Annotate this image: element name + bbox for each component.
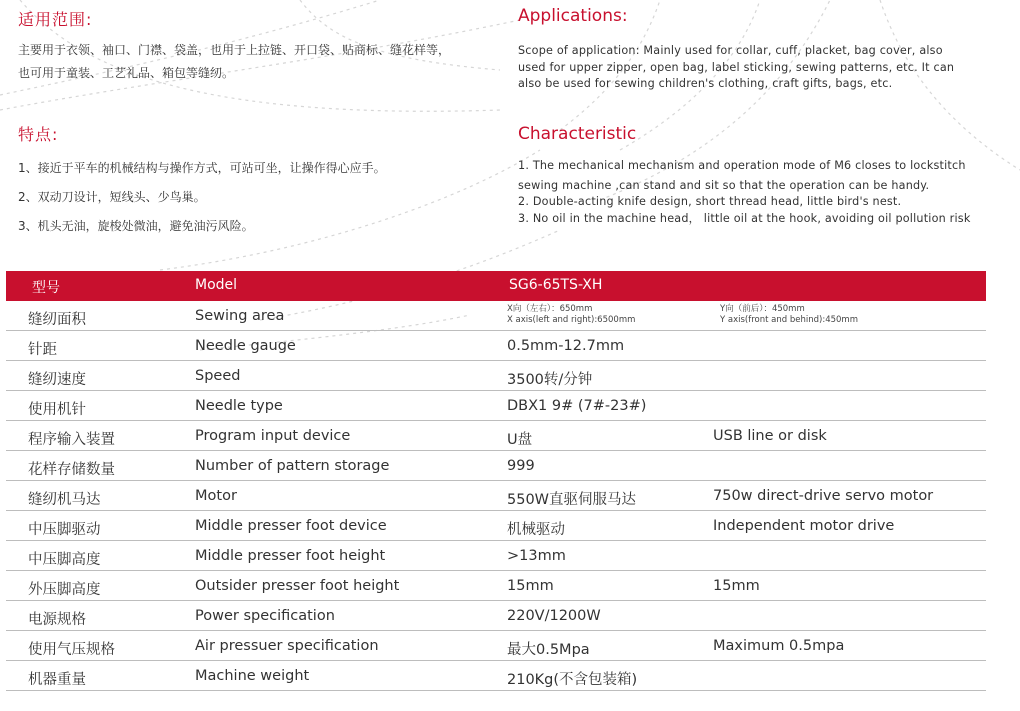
row-label-en: Outsider presser foot height	[195, 578, 400, 594]
applications-line: 也可用于童装、工艺礼品、箱包等缝纫。	[18, 66, 235, 80]
table-row	[6, 571, 986, 601]
sewing-area-x	[507, 304, 635, 326]
row-value: 15mm	[507, 578, 554, 594]
table-row	[6, 511, 986, 541]
row-value: >13mm	[507, 548, 566, 564]
row-label-cn: 缝纫面积	[28, 312, 86, 328]
feature-item: 2、双动刀设计，短线头、少鸟巢。	[18, 190, 206, 204]
row-label-cn: 缝纫机马达	[28, 492, 101, 508]
table-row	[6, 481, 986, 511]
row-label-cn: 机器重量	[28, 672, 86, 688]
table-row	[6, 661, 986, 691]
feature-item: 3. No oil in the machine head， little oil at the hook, avoiding oil pollution risk	[518, 211, 971, 225]
row-label-cn: 程序输入装置	[28, 432, 115, 448]
row-label-en: Sewing area	[195, 308, 285, 324]
table-row	[6, 541, 986, 571]
header-model-value: SG6-65TS-XH	[509, 277, 603, 293]
characteristic-list-en	[518, 158, 971, 227]
table-row	[6, 361, 986, 391]
table-row	[6, 331, 986, 361]
applications-title-cn: 适用范围:	[18, 10, 93, 29]
features-list-cn	[18, 154, 386, 241]
applications-text-en	[518, 43, 954, 93]
sewing-area-y	[720, 304, 858, 326]
row-value: 0.5mm-12.7mm	[507, 338, 625, 354]
row-label-en: Needle type	[195, 398, 283, 414]
sewing-area-x-en: X axis(left and right):6500mm	[507, 315, 636, 325]
row-label-en: Motor	[195, 488, 237, 504]
row-value-en: 750w direct-drive servo motor	[713, 488, 934, 504]
row-value: U盘	[507, 432, 533, 448]
features-title-cn: 特点:	[18, 125, 59, 144]
row-value-en: Maximum 0.5mpa	[713, 638, 845, 654]
row-label-cn: 缝纫速度	[28, 372, 86, 388]
sewing-area-y-en: Y axis(front and behind):450mm	[720, 315, 858, 325]
applications-text-cn	[18, 39, 450, 85]
row-label-en: Needle gauge	[195, 338, 296, 354]
spec-rows	[6, 331, 986, 691]
row-value-en: USB line or disk	[713, 428, 827, 444]
spec-table-header	[6, 271, 986, 301]
row-value-en: 15mm	[713, 578, 760, 594]
row-value: 999	[507, 458, 535, 474]
row-label-cn: 电源规格	[28, 612, 86, 628]
row-value: 220V/1200W	[507, 608, 601, 624]
row-value: 210Kg(不含包装箱)	[507, 672, 638, 688]
applications-line: used for upper zipper, open bag, label sticking, sewing patterns, etc. It can	[518, 60, 955, 74]
row-label-en: Air pressuer specification	[195, 638, 379, 654]
row-value: DBX1 9# (7#-23#)	[507, 398, 647, 414]
row-value: 机械驱动	[507, 522, 565, 538]
row-label-cn: 使用气压规格	[28, 642, 115, 658]
row-label-cn: 使用机针	[28, 402, 86, 418]
row-label-cn: 中压脚驱动	[28, 522, 101, 538]
row-label-cn: 针距	[28, 342, 57, 358]
table-row	[6, 301, 986, 331]
row-label-en: Power specification	[195, 608, 335, 624]
feature-item: sewing machine ,can stand and sit so that the operation can be handy.	[518, 178, 930, 192]
row-label-en: Middle presser foot device	[195, 518, 387, 534]
row-label-cn: 外压脚高度	[28, 582, 101, 598]
row-label-en: Program input device	[195, 428, 351, 444]
characteristic-title-en: Characteristic	[518, 124, 637, 144]
applications-line: also be used for sewing children's clothing, craft gifts, bags, etc.	[518, 77, 893, 90]
sewing-area-x-cn: X向（左右）：650mm	[507, 304, 593, 314]
feature-item: 1. The mechanical mechanism and operation mode of M6 closes to lockstitch	[518, 159, 966, 172]
row-label-cn: 中压脚高度	[28, 552, 101, 568]
row-label-en: Machine weight	[195, 668, 310, 684]
row-label-en: Speed	[195, 368, 241, 384]
table-row	[6, 451, 986, 481]
applications-line: 主要用于衣领、袖口、门襟、袋盖，也用于上拉链、开口袋、贴商标、缝花样等，	[18, 43, 451, 57]
row-value: 最大0.5Mpa	[507, 642, 590, 658]
header-en: Model	[195, 277, 238, 293]
applications-line: Scope of application: Mainly used for collar, cuff, placket, bag cover, also	[518, 44, 943, 57]
row-value: 550W直驱伺服马达	[507, 492, 637, 508]
spec-table	[6, 271, 986, 691]
table-row	[6, 631, 986, 661]
feature-item: 1、接近于平车的机械结构与操作方式，可站可坐，让操作得心应手。	[18, 161, 386, 175]
sewing-area-y-cn: Y向（前后）：450mm	[720, 304, 805, 314]
applications-title-en: Applications:	[518, 6, 628, 26]
row-label-en: Number of pattern storage	[195, 458, 390, 474]
row-value-en: Independent motor drive	[713, 518, 895, 534]
feature-item: 2. Double-acting knife design, short thread head, little bird's nest.	[518, 195, 902, 208]
row-value: 3500转/分钟	[507, 372, 593, 388]
table-row	[6, 391, 986, 421]
table-row	[6, 421, 986, 451]
row-label-cn: 花样存储数量	[28, 462, 115, 478]
table-row	[6, 601, 986, 631]
header-cn: 型号	[32, 280, 60, 296]
feature-item: 3、机头无油，旋梭处微油，避免油污风险。	[18, 219, 254, 233]
row-label-en: Middle presser foot height	[195, 548, 386, 564]
